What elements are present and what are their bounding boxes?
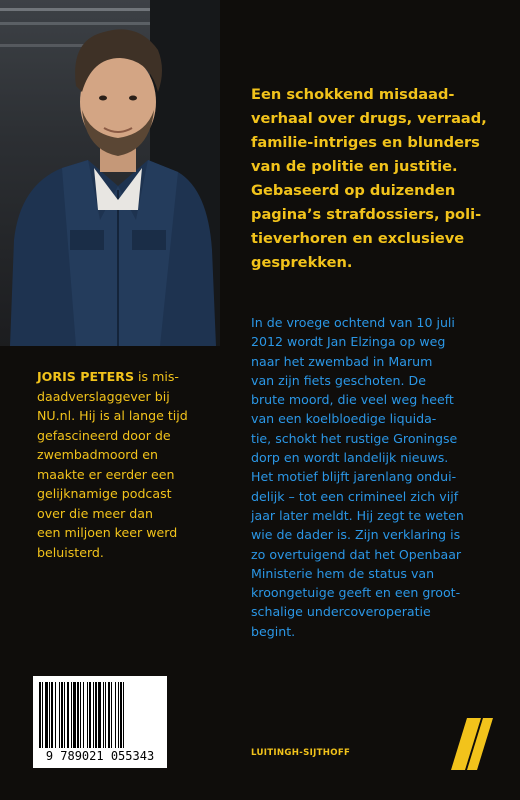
synopsis-line: van zijn fiets geschoten. De: [251, 372, 426, 388]
publisher-name: LUITINGH-SIJTHOFF: [251, 748, 351, 758]
synopsis-line: 2012 wordt Jan Elzinga op weg: [251, 334, 446, 350]
bio-line: over die meer dan: [37, 505, 153, 521]
bio-first-line: [37, 367, 227, 387]
blurb-line: pagina’s strafdossiers, poli-: [251, 206, 482, 223]
blurb-line: familie-intriges en blunders: [251, 134, 480, 151]
bio-line: een miljoen keer werd: [37, 525, 178, 540]
synopsis-line: Het motief blijft jarenlang ondui-: [251, 469, 457, 485]
synopsis-line: tie, schokt het rustige Groningse: [251, 430, 458, 446]
blurb-line: Een schokkend misdaad-: [251, 86, 455, 103]
blurb-line: tieverhoren en exclusieve: [251, 230, 465, 247]
synopsis-line: schalige undercoveroperatie: [251, 604, 431, 620]
blurb-line: van de politie en justitie.: [251, 158, 458, 175]
bio-line: gelijknamige podcast: [37, 486, 172, 501]
synopsis-line: Ministerie hem de status van: [251, 565, 435, 581]
synopsis-line: wie de dader is. Zijn verklaring is: [251, 527, 461, 543]
author-name: JORIS PETERS: [37, 369, 135, 384]
blurb-line: verhaal over drugs, verraad,: [251, 110, 487, 127]
synopsis-line: begint.: [251, 623, 296, 639]
author-bio: [37, 367, 227, 562]
author-photo: [0, 0, 220, 346]
synopsis-line: kroongetuige geeft en een groot-: [251, 585, 461, 601]
barcode-bars: [39, 682, 161, 748]
blurb-line: Gebaseerd op duizenden: [251, 182, 456, 199]
synopsis-line: delijk – tot een crimineel zich vijf: [251, 488, 459, 504]
bio-line: beluisterd.: [37, 544, 104, 560]
synopsis-line: jaar later meldt. Hij zegt te weten: [251, 507, 464, 523]
publisher-logo-icon: [447, 716, 497, 772]
synopsis-line: zo overtuigend dat het Openbaar: [251, 546, 462, 562]
synopsis-line: brute moord, die veel weg heeft: [251, 392, 454, 408]
bio-line: NU.nl. Hij is al lange tijd: [37, 408, 188, 423]
bio-line: maakte er eerder een: [37, 466, 175, 482]
bio-line: gefascineerd door de: [37, 427, 171, 443]
blurb-line: gesprekken.: [251, 254, 353, 271]
barcode-number: 9 789021 055343: [45, 749, 155, 763]
blurb: [251, 83, 501, 275]
synopsis: [251, 313, 511, 641]
synopsis-line: van een koelbloedige liquida-: [251, 411, 437, 427]
synopsis-line: In de vroege ochtend van 10 juli: [251, 315, 455, 330]
bio-line: is mis-: [134, 369, 179, 384]
bio-line: daadverslaggever bij: [37, 388, 170, 404]
synopsis-line: naar het zwembad in Marum: [251, 353, 433, 369]
bio-line: zwembadmoord en: [37, 447, 158, 462]
synopsis-line: dorp en wordt landelijk nieuws.: [251, 450, 449, 466]
barcode: [33, 676, 167, 768]
